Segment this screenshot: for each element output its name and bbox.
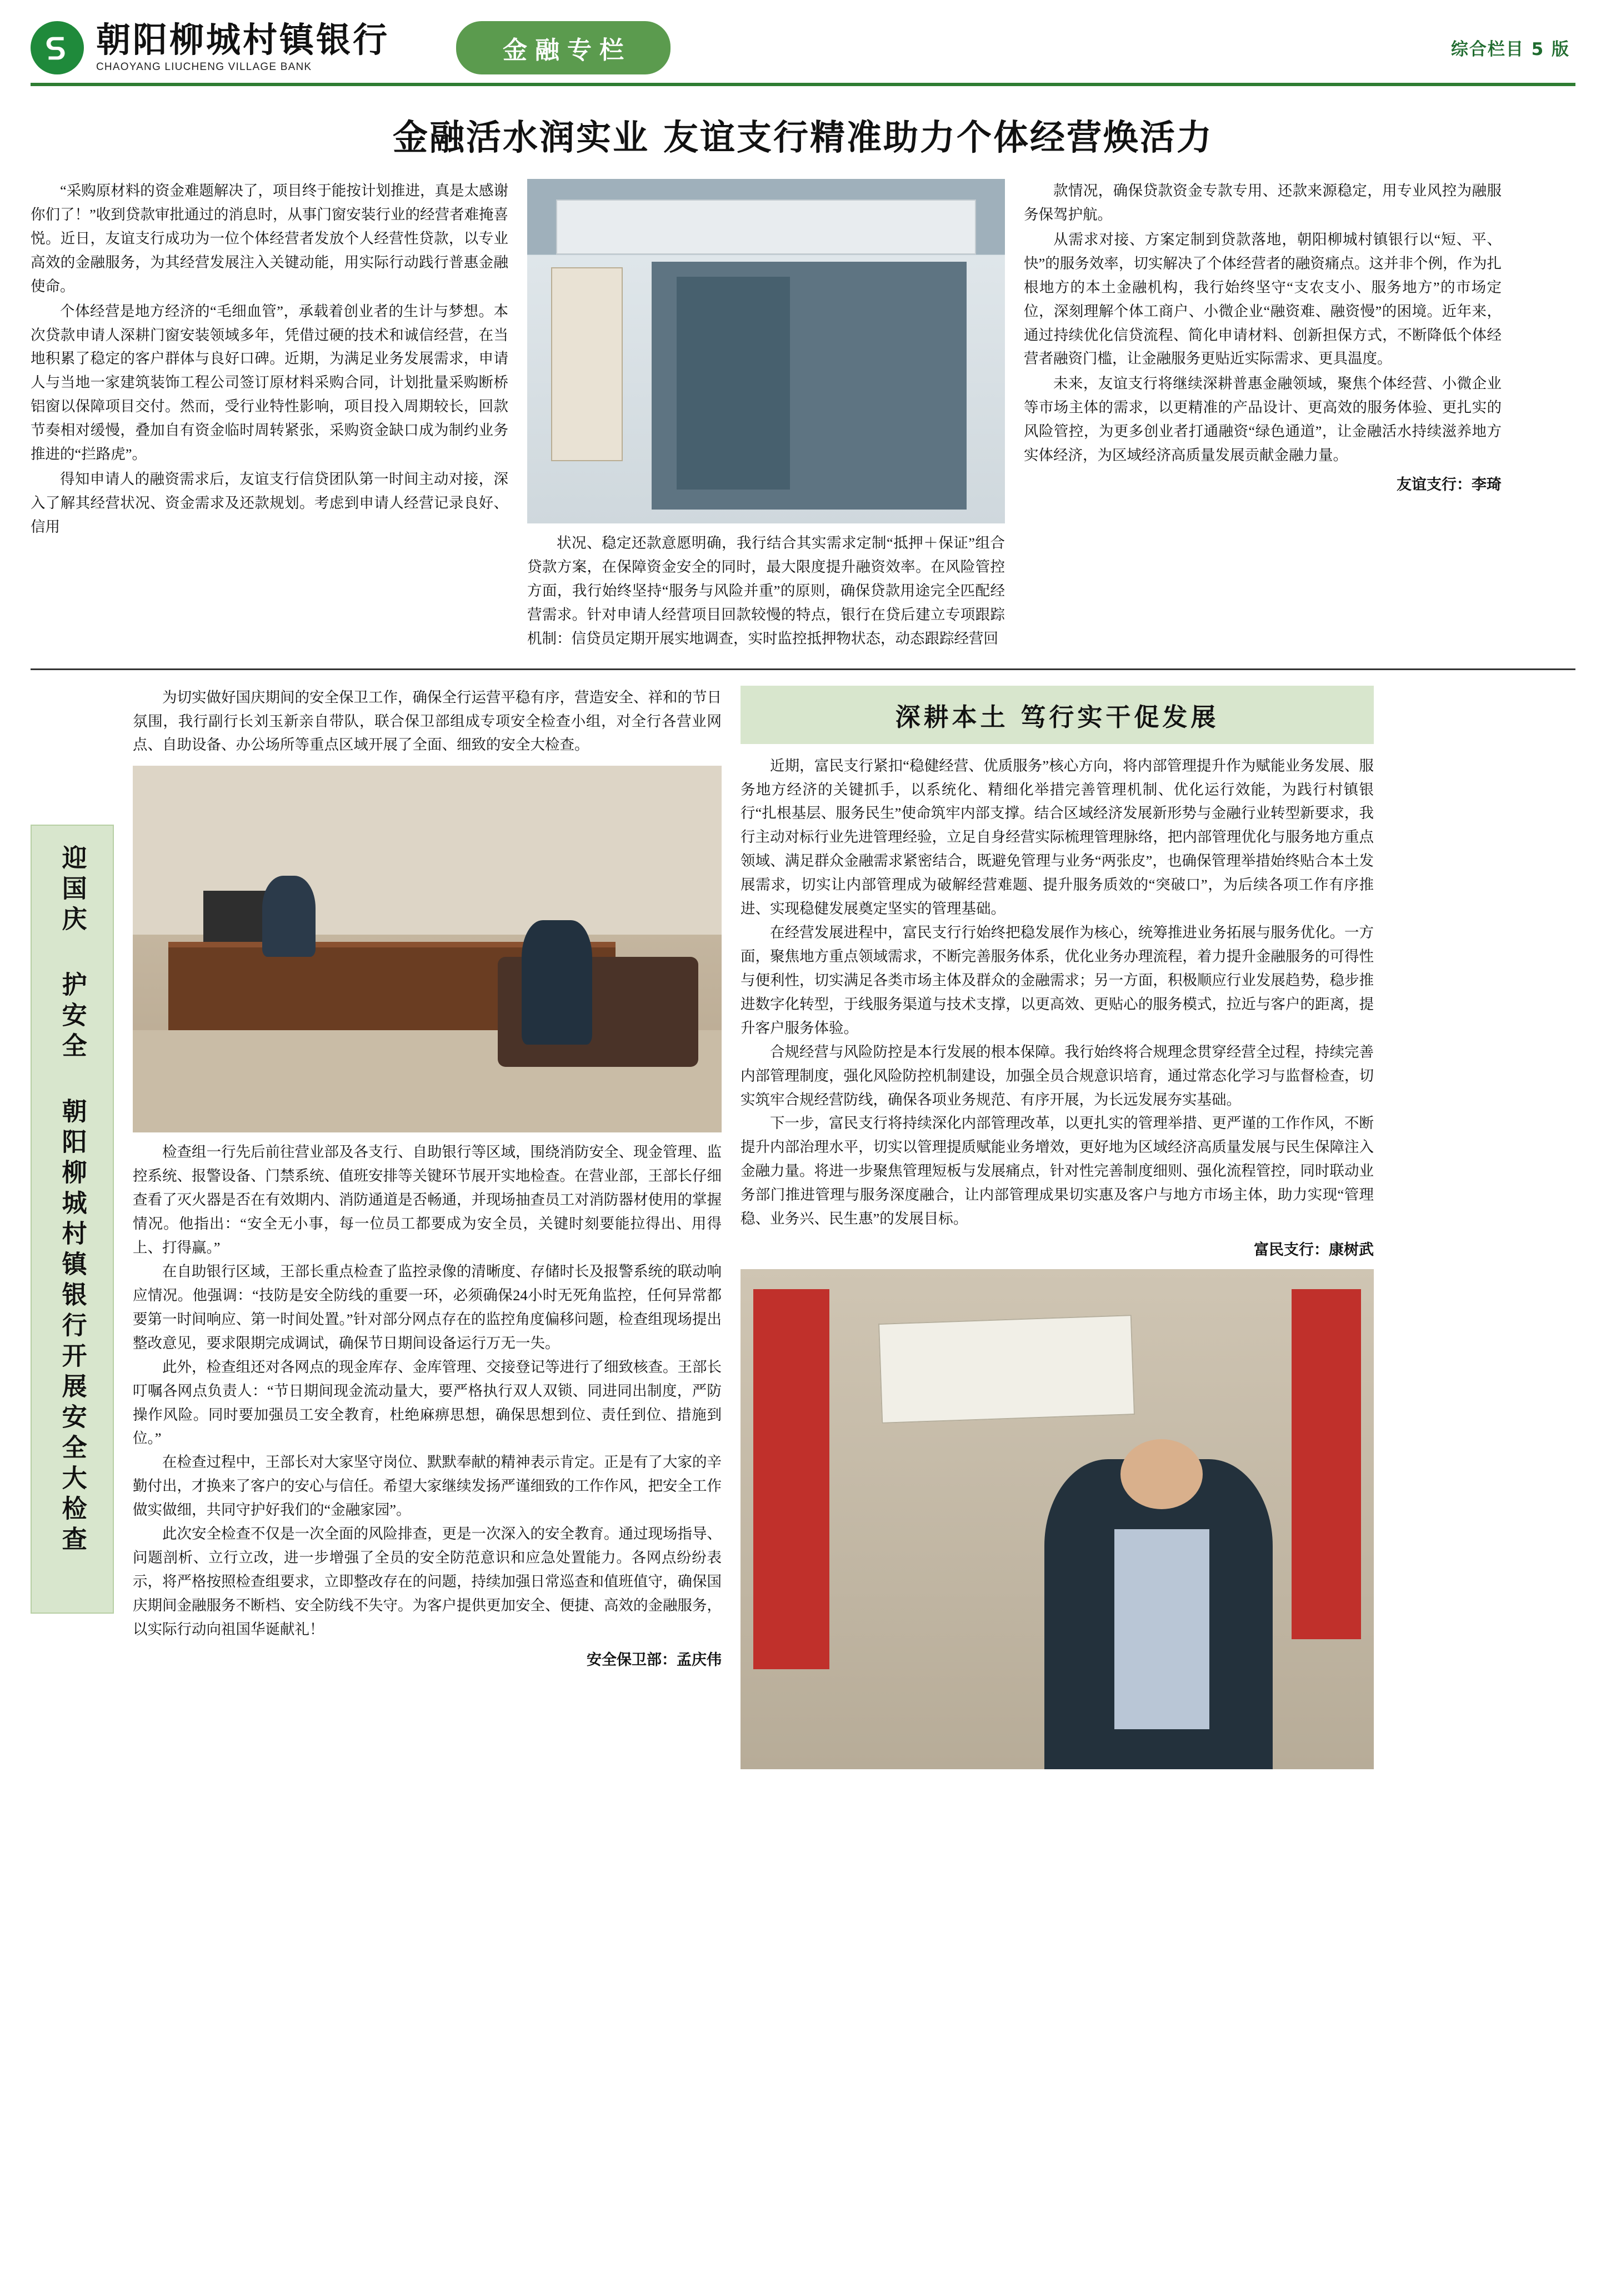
paragraph: 在经营发展进程中，富民支行行始终把稳发展作为核心，统筹推进业务拓展与服务优化。一方面，聚焦地方重点领域需求，不断完善服务体系，优化业务办理流程，着力提升金融服务的可得性与便利性，切实满足各类市场主体及群众的金融需求；另一方面，积极顺应行业发展趋势，稳步推进数字化转型，于线服务渠道与技术支撑，以更高效、更贴心的服务模式，拉近与客户的距离，提升客户服务体验。 [741, 924, 1374, 1036]
paragraph: 此次安全检查不仅是一次全面的风险排查，更是一次深入的安全教育。通过现场指导、问题剖析、立行立改，进一步增强了全员的安全防范意识和应急处置能力。各网点纷纷表示，将严格按照检查组要求，立即整改存在的问题，持续加强日常巡查和值班值守，确保国庆期间金融服务不断档、安全防线不失守。为客户提供更加安全、便捷、高效的金融服务，以实际行动向祖国华诞献礼！ [133, 1525, 722, 1638]
top-story-column-1 [31, 179, 508, 652]
paragraph: 未来，友谊支行将继续深耕普惠金融领域，聚焦个体经营、小微企业等市场主体的需求，以更精准的产品设计、更高效的服务体验、更扎实的风险管控，为更多创业者打通融资“绿色通道”，让金融活水持续滋养地方实体经济，为区域经济高质量发展贡献金融力量。 [1024, 375, 1502, 464]
paragraph: 状况、稳定还款意愿明确，我行结合其实需求定制“抵押＋保证”组合贷款方案，在保障资金安全的同时，最大限度提升融资效率。在风险管控方面，我行始终坚持“服务与风险并重”的原则，确保贷款用途完全匹配经营需求。针对申请人经营项目回款较慢的特点，银行在贷后建立专项跟踪机制：信贷员定期开展实地调查，实时监控抵押物状态，动态跟踪经营回 [527, 535, 1005, 647]
branch-entrance-photo [527, 179, 1005, 523]
right-story-title: 深耕本土 笃行实干促发展 [741, 686, 1374, 744]
right-story-signature: 富民支行：康树武 [1254, 1241, 1374, 1259]
section-divider [31, 668, 1575, 670]
right-story [741, 686, 1374, 1777]
paragraph: 款情况，确保贷款资金专款专用、还款来源稳定，用专业风控为融服务保驾护航。 [1024, 182, 1502, 223]
safety-story [133, 686, 722, 1673]
bank-name-en: CHAOYANG LIUCHENG VILLAGE BANK [96, 61, 312, 73]
bank-logo [31, 21, 389, 74]
bank-logo-icon [31, 21, 84, 74]
paragraph: “采购原材料的资金难题解决了，项目终于能按计划推进，真是太感谢你们了！”收到贷款审批通过的消息时，从事门窗安装行业的经营者难掩喜悦。近日，友谊支行成功为一位个体经营者发放个人经营性贷款，以专业高效的金融服务，为其经营发展注入关键动能，用实际行动践行普惠金融使命。 [31, 182, 508, 295]
bank-name-block [96, 19, 390, 73]
vertical-banner [31, 825, 114, 1614]
paragraph: 检查组一行先后前往营业部及各支行、自助银行等区域，围绕消防安全、现金管理、监控系统、报警设备、门禁系统、值班安排等关键环节展开实地检查。在营业部，王部长仔细查看了灭火器是否在有效期内、消防通道是否畅通，并现场抽查员工对消防器材使用的掌握情况。他指出：“安全无小事，每一位员工都要成为安全员，关键时刻要能拉得出、用得上、打得赢。” [133, 1144, 722, 1256]
paragraph: 近期，富民支行紧扣“稳健经营、优质服务”核心方向，将内部管理提升作为赋能业务发展、服务地方经济的关键抓手，以系统化、精细化举措完善管理机制、优化运行效能，为践行村镇银行“扎根基层、服务民生”使命筑牢内部支撑。结合区域经济发展新形势与金融行业转型新要求，我行主动对标行业先进管理经验，立足自身经营实际梳理管理脉络，把内部管理优化与服务地方重点领域、满足群众金融需求紧密结合，既避免管理与业务“两张皮”，也确保管理举措始终贴合本土发展需求，切实让内部管理成为破解经营难题、提升服务质效的“突破口”，为后续各项工作有序推进、实现稳健发展奠定坚实的管理基础。 [741, 757, 1374, 917]
page-title: 金融活水润实业 友谊支行精准助力个体经营焕活力 [393, 117, 1213, 158]
paragraph: 个体经营是地方经济的“毛细血管”，承载着创业者的生计与梦想。本次贷款申请人深耕门窗安装领域多年，凭借过硬的技术和诚信经营，在当地积累了稳定的客户群体与良好口碑。近期，为满足业务发展需求，申请人与当地一家建筑装饰工程公司签订原材料采购合同，计划批量采购断桥铝窗以保障项目交付。然而，受行业特性影响，项目投入周期较长，回款节奏相对缓慢，叠加自有资金临时周转紧张，采购资金缺口成为制约业务推进的“拦路虎”。 [31, 302, 508, 463]
bank-name-cn: 朝阳柳城村镇银行 [96, 19, 390, 60]
top-story-column-2 [527, 179, 1005, 652]
top-story [31, 179, 1575, 652]
column-badge: 金融专栏 [456, 21, 671, 74]
paragraph: 为切实做好国庆期间的安全保卫工作，确保全行运营平稳有序，营造安全、祥和的节日氛围，我行副行长刘玉新亲自带队，联合保卫部组成专项安全检查小组，对全行各营业网点、自助设备、办公场所等重点区域开展了全面、细致的安全大检查。 [133, 688, 722, 753]
client-portrait-photo [741, 1269, 1374, 1769]
inspection-office-photo [133, 766, 722, 1132]
paragraph: 下一步，富民支行将持续深化内部管理改革，以更扎实的管理举措、更严谨的工作作风，不断提升内部治理水平，切实以管理提质赋能业务增效，更好地为区域经济高质量发展与民生保障注入金融力量。将进一步聚焦管理短板与发展痛点，针对性完善制度细则、强化流程管控，同时联动业务部门推进管理与服务深度融合，让内部管理成果切实惠及客户与地方市场主体，助力实现“管理稳、业务兴、民生惠”的发展目标。 [741, 1115, 1374, 1227]
paragraph: 此外，检查组还对各网点的现金库存、金库管理、交接登记等进行了细致核查。王部长叮嘱各网点负责人：“节日期间现金流动量大，要严格执行双人双锁、同进同出制度，严防操作风险。同时要加强员工安全教育，杜绝麻痹思想，确保思想到位、责任到位、措施到位。” [133, 1358, 722, 1447]
paragraph: 得知申请人的融资需求后，友谊支行信贷团队第一时间主动对接，深入了解其经营状况、资金需求及还款规划。考虑到申请人经营记录良好、信用 [31, 471, 508, 535]
paragraph: 从需求对接、方案定制到贷款落地，朝阳柳城村镇银行以“短、平、快”的服务效率，切实解决了个体经营者的融资痛点。这并非个例，作为扎根地方的本土金融机构，我行始终坚守“支农支小、服务地方”的市场定位，深刻理解个体工商户、小微企业“融资难、融资慢”的困境。近年来，通过持续优化信贷流程、简化申请材料、创新担保方式，不断降低个体经营者融资门槛，让金融服务更贴近实际需求、更具温度。 [1024, 231, 1502, 367]
top-story-signature: 友谊支行：李琦 [1397, 476, 1502, 494]
paragraph: 合规经营与风险防控是本行发展的根本保障。我行始终将合规理念贯穿经营全过程，持续完善内部管理制度，强化风险防控机制建设，加强全员合规意识培育，通过常态化学习与监督检查，切实筑牢合规经营防线，确保各项业务规范、有序开展，为长远发展夯实基础。 [741, 1043, 1374, 1108]
vertical-banner-text: 迎国庆 护安全 朝阳柳城村镇银行开展安全大检查 [57, 844, 87, 1556]
page-label: 综合栏目 5 版 [1450, 39, 1570, 59]
lower-section [31, 686, 1575, 1777]
safety-story-signature: 安全保卫部：孟庆伟 [587, 1651, 722, 1669]
paragraph: 在检查过程中，王部长对大家坚守岗位、默默奉献的精神表示肯定。正是有了大家的辛勤付出，才换来了客户的安心与信任。希望大家继续发扬严谨细致的工作作风，把安全工作做实做细，共同守护好我们的“金融家园”。 [133, 1454, 722, 1519]
paragraph: 在自助银行区域，王部长重点检查了监控录像的清晰度、存储时长及报警系统的联动响应情况。他强调：“技防是安全防线的重要一环，必须确保24小时无死角监控，任何异常都要第一时间响应、第一时间处置。”针对部分网点存在的监控角度偏移问题，检查组现场提出整改意见，要求限期完成调试，确保节日期间设备运行万无一失。 [133, 1262, 722, 1351]
masthead [31, 17, 1575, 86]
top-story-column-3 [1024, 179, 1502, 652]
